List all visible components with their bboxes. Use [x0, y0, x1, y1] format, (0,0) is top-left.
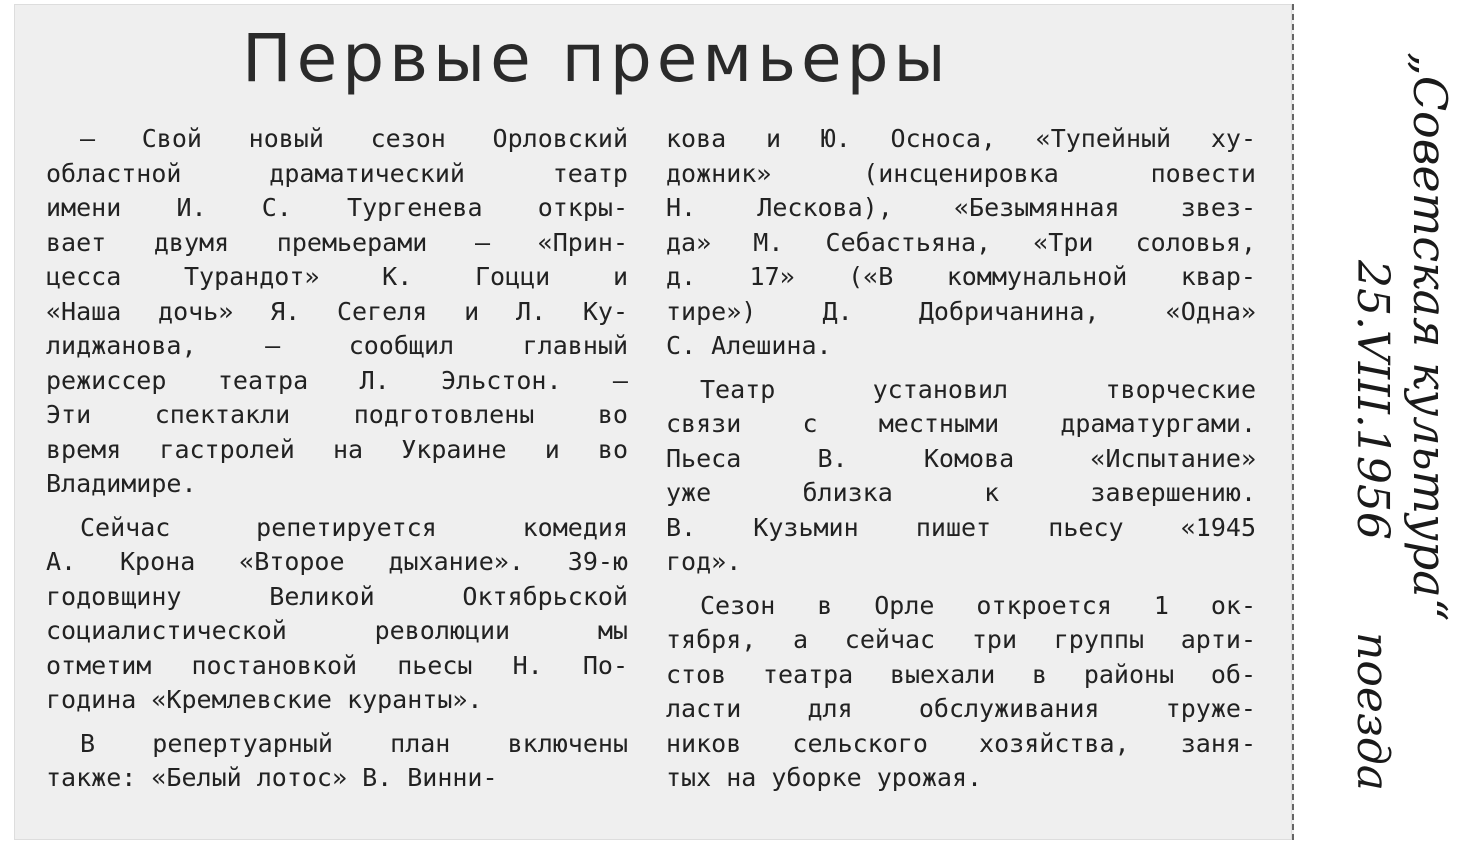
handwritten-note-newspaper: „Советская культура“ [1403, 52, 1457, 622]
text-line: да» М. Себастьяна, «Три соловья, [666, 227, 1256, 257]
handwritten-note-date: 25.VIII.1956 [1347, 260, 1398, 540]
text-line: вает двумя премьерами — «Прин- [46, 227, 628, 257]
left-paragraph [46, 122, 628, 502]
text-line: цесса Турандот» К. Гоцци и [46, 262, 628, 291]
text-line: тире») Д. Добричанина, «Одна» [666, 296, 1256, 326]
text-line: отметим постановкой пьесы Н. По- [46, 650, 628, 680]
text-line: стов театра выехали в районы об- [666, 659, 1256, 689]
left-paragraph [46, 511, 628, 718]
right-paragraph [666, 122, 1256, 364]
article-headline: Первые премьеры [242, 20, 951, 97]
text-line: В репертуарный план включены [80, 728, 628, 758]
text-line: режиссер театра Л. Эльстон. — [46, 365, 628, 395]
newspaper-clipping [14, 4, 1294, 840]
text-line: година «Кремлевские куранты». [46, 685, 483, 714]
text-line: д. 17» («В коммунальной квар- [666, 262, 1256, 291]
text-line: — Свой новый сезон Орловский [80, 124, 628, 153]
text-line: Н. Лескова), «Безымянная звез- [666, 193, 1256, 222]
text-line: Сейчас репетируется комедия [80, 512, 628, 542]
article-column-left [46, 122, 628, 796]
text-line: Сезон в Орле откроется 1 ок- [700, 590, 1256, 620]
right-paragraph [666, 373, 1256, 580]
text-line: А. Крона «Второе дыхание». 39-ю [46, 547, 628, 576]
article-column-right [666, 122, 1256, 796]
left-paragraph [46, 727, 628, 796]
handwritten-source-note [1318, 32, 1468, 822]
text-line: Театр установил творческие [700, 374, 1256, 404]
text-line: дожник» (инсценировка повести [666, 158, 1256, 188]
text-line: Владимире. [46, 469, 197, 498]
text-line: В. Кузьмин пишет пьесу «1945 [666, 512, 1256, 542]
text-line: время гастролей на Украине и во [46, 434, 628, 464]
text-line: С. Алешина. [666, 331, 832, 360]
text-line: тых на уборке урожая. [666, 763, 983, 792]
handwritten-note-extra: поезда [1347, 632, 1398, 791]
text-line: областной драматический театр [46, 158, 628, 188]
right-paragraph [666, 589, 1256, 796]
text-line: уже близка к завершению. [666, 478, 1256, 507]
text-line: также: «Белый лотос» В. Винни- [46, 763, 498, 792]
text-line: Эти спектакли подготовлены во [46, 400, 628, 429]
text-line: лиджанова, — сообщил главный [46, 331, 628, 360]
text-line: ласти для обслуживания труже- [666, 694, 1256, 723]
text-line: социалистической революции мы [46, 616, 628, 645]
text-line: связи с местными драматургами. [666, 409, 1256, 438]
text-line: кова и Ю. Осноса, «Тупейный ху- [666, 124, 1256, 153]
text-line: имени И. С. Тургенева откры- [46, 193, 628, 222]
handwritten-note-svg [1318, 32, 1468, 822]
text-line: год». [666, 547, 742, 576]
text-line: Пьеса В. Комова «Испытание» [666, 443, 1256, 473]
text-line: ников сельского хозяйства, заня- [666, 728, 1256, 758]
text-line: «Наша дочь» Я. Сегеля и Л. Ку- [46, 296, 628, 326]
text-line: тября, а сейчас три группы арти- [666, 625, 1256, 654]
text-line: годовщину Великой Октябрьской [46, 581, 628, 611]
